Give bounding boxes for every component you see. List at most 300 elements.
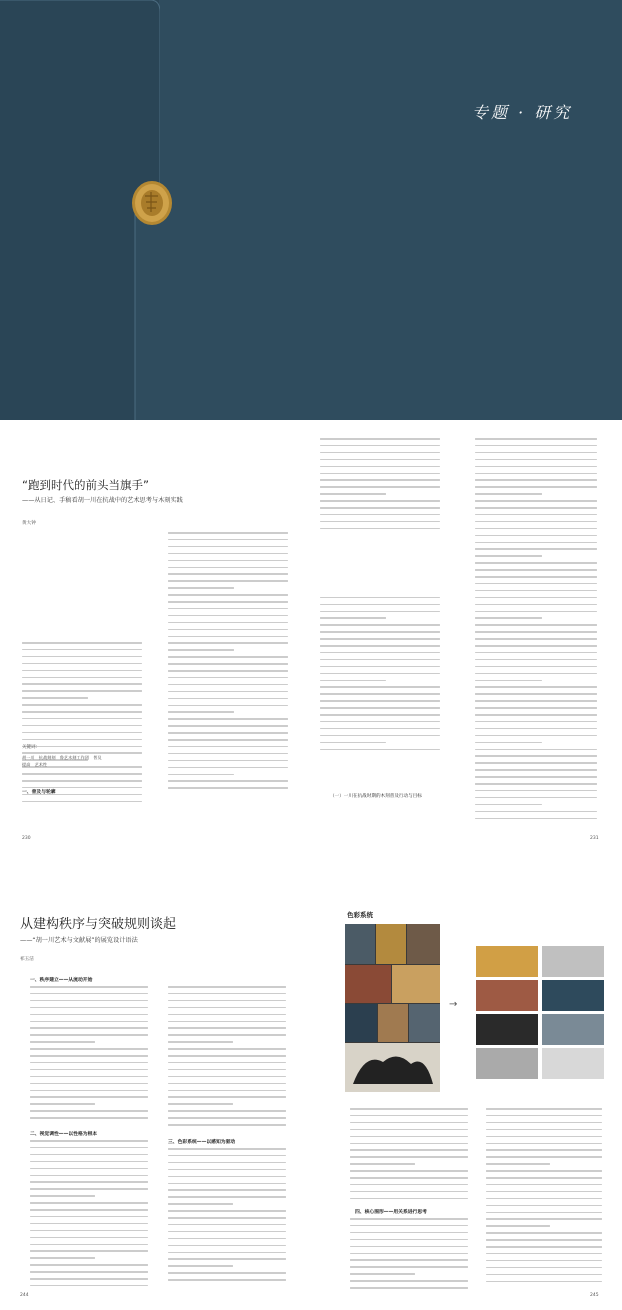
text-line [475,548,597,550]
text-line [475,652,597,654]
text-line [168,608,288,610]
text-line [475,590,597,592]
section-heading-2-1: 一、秩序建立——从流动开始 [30,978,93,983]
text-line [475,617,542,619]
text-line [475,728,597,730]
text-line [22,746,142,748]
text-line [486,1149,602,1151]
text-line [350,1115,468,1117]
text-line [30,1168,148,1170]
article-author-2: 祁玉洁 [20,957,34,962]
palette-swatch [476,980,538,1011]
text-line [320,707,440,709]
text-line [475,790,597,792]
text-line [168,1021,286,1023]
text-line [30,1014,148,1016]
text-line [30,1034,148,1036]
text-line [168,1196,286,1198]
text-line [486,1177,602,1179]
text-line [168,1048,286,1050]
text-line [30,1209,148,1211]
text-line [475,762,597,764]
text-line [168,1217,286,1219]
text-line [168,1090,286,1092]
text-line [320,631,440,633]
text-line [30,1096,148,1098]
text-line [30,1264,148,1266]
text-line [475,611,597,613]
text-line [30,1250,148,1252]
text-line [168,718,288,720]
text-line [168,636,288,638]
text-line [350,1184,468,1186]
text-line [350,1198,468,1200]
text-line [30,1181,148,1183]
cover-artwork [0,0,622,420]
text-line [475,569,597,571]
text-line [168,1210,286,1212]
text-line [30,1090,148,1092]
text-line [320,721,440,723]
text-line [168,774,234,776]
text-line [475,507,597,509]
text-line [168,732,288,734]
text-line [168,615,288,617]
text-line [486,1218,602,1220]
text-line [475,576,597,578]
text-line [168,787,288,789]
text-line [475,714,597,716]
artwork-collage-image [345,924,440,1092]
text-line [30,1069,148,1071]
text-line [486,1198,602,1200]
text-line [475,604,597,606]
text-line [168,1055,286,1057]
palette-swatch [476,1048,538,1079]
section-heading-2-4: 四、核心图形——用关系进行思考 [355,1210,427,1215]
article-subtitle-2: ——“胡一川艺术与文献展”的展览设计语法 [20,937,138,944]
text-line [475,493,542,495]
text-line [475,542,597,544]
text-line [30,1027,148,1029]
text-line [320,459,440,461]
text-line [475,783,597,785]
text-line [30,1195,95,1197]
spread-1 [0,420,622,860]
text-line [350,1239,468,1241]
keywords: 胡一川 抗战刻刻 鲁艺木刻工作团 普及 提高 艺术性 [22,755,106,767]
text-line [475,500,597,502]
text-line [350,1170,468,1172]
text-line [475,659,597,661]
text-line [168,1183,286,1185]
text-line [350,1177,468,1179]
text-line [168,532,288,534]
text-line [168,1124,286,1126]
text-line [168,1014,286,1016]
text-line [168,1034,286,1036]
text-line [320,466,440,468]
text-line [475,755,597,757]
text-line [486,1232,602,1234]
text-line [22,711,142,713]
text-line [320,666,440,668]
text-line [350,1232,468,1234]
text-line [320,645,440,647]
text-line [320,479,440,481]
text-line [486,1225,550,1227]
text-line [475,514,597,516]
text-line [475,466,597,468]
text-line [168,1279,286,1281]
text-line [168,539,288,541]
text-line [350,1273,415,1275]
text-line [168,546,288,548]
text-line [320,500,440,502]
text-line [486,1191,602,1193]
text-line [320,514,440,516]
text-line [475,583,597,585]
text-line [168,1000,286,1002]
text-line [168,1069,286,1071]
text-line [320,438,440,440]
text-line [30,1175,148,1177]
text-line [486,1163,550,1165]
text-line [168,1176,286,1178]
text-line [486,1239,602,1241]
page-number-right-2: 245 [590,1293,599,1298]
wax-seal-icon [132,181,172,225]
cover-panel [0,0,622,420]
text-line [168,1076,286,1078]
text-line [320,528,440,530]
text-line [168,560,288,562]
text-line [22,649,142,651]
text-line [168,553,288,555]
text-line [168,780,288,782]
text-line [475,555,542,557]
text-line [320,507,440,509]
text-line [30,1117,148,1119]
text-line [350,1122,468,1124]
text-line [168,649,234,651]
text-line [168,656,288,658]
palette-swatch [542,980,604,1011]
text-line [22,732,142,734]
text-line [168,739,288,741]
text-line [168,1041,233,1043]
text-line [475,693,597,695]
text-line [486,1274,602,1276]
text-line [22,642,142,644]
text-line [22,739,142,741]
keywords-label: 关键词: [22,745,38,750]
text-line [30,1140,148,1142]
text-line [168,986,286,988]
text-line [475,769,597,771]
text-line [320,680,386,682]
text-line [30,1161,148,1163]
text-line [350,1266,468,1268]
text-line [168,705,288,707]
text-line [475,707,597,709]
text-line [30,993,148,995]
text-line [22,801,142,803]
text-line [30,1041,95,1043]
text-line [30,1062,148,1064]
text-line [486,1212,602,1214]
text-line [475,645,597,647]
text-line [320,659,440,661]
text-line [22,704,142,706]
text-line [168,642,288,644]
text-line [475,521,597,523]
text-line [168,1224,286,1226]
text-line [475,804,542,806]
page-number-left: 230 [22,836,31,841]
text-line [475,486,597,488]
text-line [350,1218,468,1220]
text-line [320,486,440,488]
article-author: 黄大钟 [22,521,36,526]
text-line [475,638,597,640]
text-line [320,749,440,751]
text-line [30,986,148,988]
text-line [350,1259,468,1261]
text-line [486,1108,602,1110]
text-line [475,680,542,682]
text-line [30,1103,95,1105]
text-line [30,1055,148,1057]
color-palette [476,946,604,1080]
text-line [30,1147,148,1149]
text-line [350,1129,468,1131]
text-line [486,1143,602,1145]
text-line [30,1188,148,1190]
text-line [168,1169,286,1171]
text-line [168,1062,286,1064]
text-line [22,773,142,775]
text-line [320,735,440,737]
text-line [22,780,142,782]
text-line [475,735,597,737]
section-heading-2-3: 三、色彩系统——以感知为驱动 [168,1140,236,1145]
text-line [30,1007,148,1009]
text-line [168,1252,286,1254]
text-line [350,1246,468,1248]
text-line [486,1184,602,1186]
text-line [168,746,288,748]
text-line [475,631,597,633]
text-line [475,479,597,481]
text-line [350,1280,468,1282]
text-line [350,1136,468,1138]
text-line [168,725,288,727]
text-line [486,1253,602,1255]
text-line [320,728,440,730]
text-line [168,993,286,995]
text-line [475,811,597,813]
text-line [168,677,288,679]
text-line [30,1216,148,1218]
text-line [168,573,288,575]
text-line [30,1083,148,1085]
text-line [475,700,597,702]
text-line [475,742,542,744]
text-line [475,666,597,668]
text-line [22,663,142,665]
text-line [168,594,288,596]
text-line [320,624,440,626]
text-line [30,1230,148,1232]
text-line [350,1143,468,1145]
text-line [475,535,597,537]
text-line [168,767,288,769]
section-heading-2: （一）一川在抗战时期的木刻普及行动与目标 [330,794,422,799]
text-line [486,1170,602,1172]
text-line [486,1115,602,1117]
text-line [350,1149,468,1151]
text-line [320,638,440,640]
page-number-left-2: 244 [20,1293,29,1298]
text-line [168,1103,233,1105]
text-line [350,1108,468,1110]
text-line [475,624,597,626]
cover-title: 专题 · 研究 [472,103,573,122]
text-line [30,1021,148,1023]
text-line [486,1281,602,1283]
text-line [475,459,597,461]
article-subtitle: ——从日记、手稿看胡一川在抗战中的艺术思考与木刻实践 [22,497,183,504]
text-line [320,693,440,695]
palette-swatch [542,1048,604,1079]
text-line [168,580,288,582]
text-line [30,1202,148,1204]
text-line [22,683,142,685]
text-line [168,1238,286,1240]
figure-label: 色彩系统 [347,911,373,919]
spread-2 [0,870,622,1310]
text-line [350,1156,468,1158]
text-line [30,1244,148,1246]
text-line [168,1007,286,1009]
text-line [320,445,440,447]
text-line [168,1265,233,1267]
text-line [168,1189,286,1191]
text-line [350,1253,468,1255]
text-line [22,677,142,679]
arrow-right-icon: → [449,999,458,1010]
text-line [475,749,597,751]
text-line [22,690,142,692]
text-line [486,1156,602,1158]
text-line [168,1096,286,1098]
text-line [320,673,440,675]
text-line [350,1163,415,1165]
text-line [168,1203,233,1205]
text-line [22,697,88,699]
text-line [320,652,440,654]
text-line [168,1231,286,1233]
text-line [30,1285,148,1287]
palette-swatch [476,1014,538,1045]
text-line [168,691,288,693]
text-line [30,1000,148,1002]
text-line [475,686,597,688]
text-line [320,452,440,454]
text-line [486,1136,602,1138]
text-line [475,562,597,564]
text-line [168,711,234,713]
text-line [486,1260,602,1262]
text-line [168,684,288,686]
text-line [168,670,288,672]
text-line [22,725,142,727]
palette-swatch [476,946,538,977]
article-title-2: 从建构秩序与突破规则谈起 [20,917,177,932]
text-line [475,473,597,475]
text-line [486,1205,602,1207]
text-line [22,718,142,720]
text-line [320,493,386,495]
text-line [475,776,597,778]
page-number-right: 231 [590,836,599,841]
article-title: “跑到时代的前头当旗手” [22,478,149,492]
text-line [30,1257,95,1259]
text-line [30,1110,148,1112]
text-line [486,1129,602,1131]
text-line [168,1110,286,1112]
text-line [320,617,386,619]
text-line [475,452,597,454]
text-line [475,721,597,723]
text-line [486,1122,602,1124]
text-line [22,670,142,672]
text-line [475,673,597,675]
text-line [168,1155,286,1157]
text-line [475,818,597,820]
palette-swatch [542,946,604,977]
text-line [168,1245,286,1247]
section-heading-2-2: 二、视觉调性——以性格为根本 [30,1132,98,1137]
palette-swatch [542,1014,604,1045]
text-line [475,797,597,799]
text-line [30,1076,148,1078]
text-line [320,597,440,599]
text-line [30,1154,148,1156]
text-line [30,1223,148,1225]
text-line [168,567,288,569]
text-line [320,714,440,716]
text-line [168,663,288,665]
text-line [168,760,288,762]
text-line [350,1287,468,1289]
text-line [320,700,440,702]
text-line [168,587,234,589]
text-line [320,473,440,475]
text-line [168,601,288,603]
text-line [168,1148,286,1150]
text-line [475,597,597,599]
text-line [168,622,288,624]
text-line [168,1258,286,1260]
text-line [168,1162,286,1164]
text-line [320,521,440,523]
text-line [320,611,440,613]
text-line [22,656,142,658]
text-line [168,753,288,755]
text-line [350,1225,468,1227]
